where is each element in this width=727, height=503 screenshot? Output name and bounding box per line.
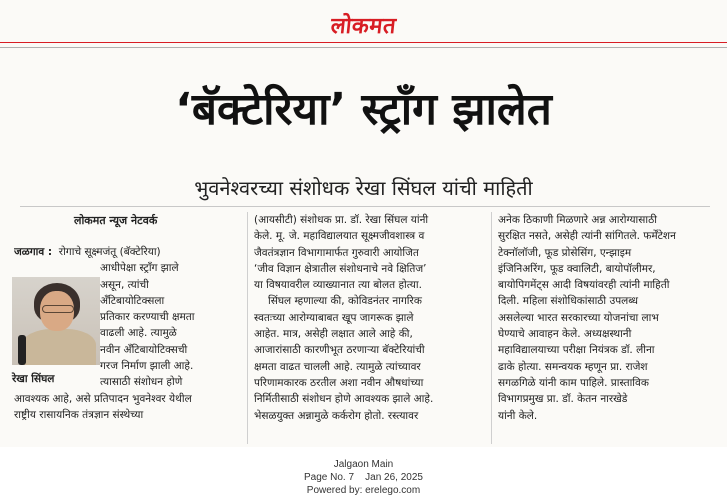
footer-powered-by[interactable]: Powered by: erelego.com xyxy=(306,485,421,496)
column-line: राष्ट्रीय रासायनिक तंत्रज्ञान संस्थेच्या xyxy=(14,408,144,421)
column-line: टेक्नॉलॉजी, फूड प्रोसेसिंग, एन्झाइम xyxy=(498,246,632,259)
column-line: (आयसीटी) संशोधक प्रा. डॉ. रेखा सिंघल यांनी xyxy=(254,214,429,226)
article-byline: लोकमत न्यूज नेटवर्क xyxy=(74,214,158,227)
column-line: केले. मू. जे. महाविद्यालयात सूक्ष्मजीवशास्त्र व xyxy=(254,230,425,243)
column-line: वाढली आहे. त्यामुळे xyxy=(100,327,177,340)
photo-caption: रेखा सिंघल xyxy=(12,373,55,385)
column-line: यांनी केले. xyxy=(498,409,538,422)
lokmat-logo: लोकमत xyxy=(329,14,398,39)
column-line: परिणामकारक ठरतील अशा नवीन औषधांच्या xyxy=(254,376,424,389)
column-line: सगळगिळे यांनी काम पाहिले. प्रास्ताविक xyxy=(498,376,649,389)
masthead xyxy=(0,10,727,40)
column-line: महाविद्यालयाच्या परीक्षा नियंत्रक डॉ. लीना xyxy=(498,344,655,357)
column-line: जळगाव : रोगाचे सूक्ष्मजंतू (बॅक्टेरिया) xyxy=(14,246,161,258)
dateline: जळगाव : xyxy=(14,246,53,258)
masthead-rule-secondary xyxy=(0,47,727,48)
column-line: नवीन अँटिबायोटिक्सची xyxy=(100,343,188,356)
column-line: इंजिनिअरिंग, फूड क्वालिटी, बायोपॉलीमर, xyxy=(498,262,656,275)
column-line: विभागप्रमुख प्रा. डॉ. केतन नारखेडे xyxy=(498,393,628,406)
column-line: त्यासाठी संशोधन होणे xyxy=(100,376,183,389)
column-line: बायोपिगमेंट्स आदी विषयांवरही त्यांनी माहिती xyxy=(498,279,670,292)
column-line: आधीपेक्षा स्ट्राँग झाले xyxy=(100,262,179,275)
column-line: असलेल्या भारत सरकारच्या योजनांचा लाभ xyxy=(498,311,659,324)
footer-edition: Jalgaon Main xyxy=(333,459,394,470)
subhead-rule xyxy=(20,206,710,207)
column-line: निर्मितीसाठी संशोधन होणे आवश्यक झाले आहे. xyxy=(254,393,434,406)
column-divider xyxy=(491,212,492,444)
column-line: जैवतंत्रज्ञान विभागामार्फत गुरुवारी आयोजित xyxy=(254,246,419,259)
article-headline: ‘बॅक्टेरिया’ स्ट्राँग झालेत xyxy=(175,84,552,135)
column-line: दिली. महिला संशोधिकांसाठी उपलब्ध xyxy=(498,295,639,308)
column-line: स्वतःच्या आरोग्याबाबत खूप जागरूक झाले xyxy=(254,311,414,324)
column-line: ‘जीव विज्ञान क्षेत्रातील संशोधनाचे नवे क्षितिज’ xyxy=(254,262,427,275)
column-line: ढाके होत्या. समन्वयक म्हणून प्रा. राजेश xyxy=(498,360,648,373)
column-divider xyxy=(247,212,248,444)
portrait-photo xyxy=(12,277,100,365)
article-column-3 xyxy=(498,212,716,424)
column-line: असून, त्यांची xyxy=(100,278,149,291)
column-line: आवश्यक आहे, असे प्रतिपादन भुवनेश्वर येथील xyxy=(14,392,192,405)
column-line: अनेक ठिकाणी मिळणारे अन्न आरोग्यासाठी xyxy=(498,214,657,226)
article-subheadline: भुवनेश्वरच्या संशोधक रेखा सिंघल यांची माहिती xyxy=(194,176,533,200)
column-line: प्रतिकार करण्याची क्षमता xyxy=(100,311,195,324)
column-line: अँटिबायोटिक्सला xyxy=(100,294,165,307)
masthead-rule xyxy=(0,42,727,43)
article-column-2 xyxy=(254,212,486,424)
column-line: भेसळयुक्त अन्नामुळे कर्करोग होतो. रस्त्यावर xyxy=(254,409,419,422)
footer-page-date: Page No. 7 Jan 26, 2025 xyxy=(304,472,423,483)
column-line: सिंघल म्हणाल्या की, कोविडनंतर नागरिक xyxy=(268,295,422,308)
microphone-icon xyxy=(18,335,26,365)
column-line: सुरक्षित नसते, असेही त्यांनी सांगितले. फर्मेंटेशन xyxy=(498,230,676,243)
column-line: आजारांसाठी कारणीभूत ठरणाऱ्या बॅक्टेरियांची xyxy=(254,344,425,357)
column-line: गरज निर्माण झाली आहे. xyxy=(100,360,194,373)
column-line: आहेत. मात्र, असेही लक्षात आले आहे की, xyxy=(254,328,413,341)
column-line: क्षमता वाढत चालली आहे. त्यामुळे त्यांच्यावर xyxy=(254,360,421,373)
column-line: या विषयावरील व्याख्यानात त्या बोलत होत्या. xyxy=(254,279,422,292)
column-line: घेण्याचे आवाहन केले. अध्यक्षस्थानी xyxy=(498,328,632,341)
page-footer xyxy=(0,458,727,497)
